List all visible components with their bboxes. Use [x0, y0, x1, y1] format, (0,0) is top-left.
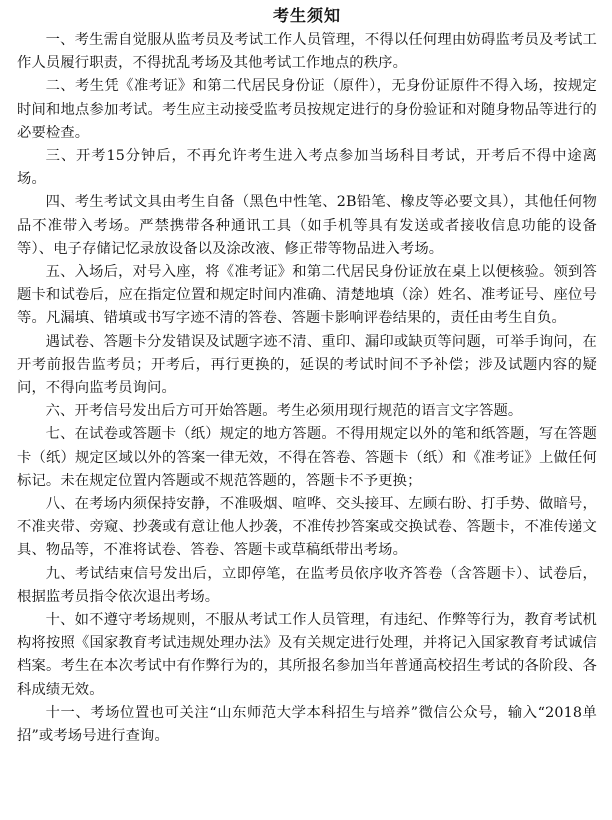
rule-4-paragraph: 四、考生考试文具由考生自备（黑色中性笔、2B铅笔、橡皮等必要文具），其他任何物品不准带入考场。严禁携带各种通讯工具（如手机等具有发送或者接收信息功能的设备等）、电子存储记忆录放设备以及涂改液、修正带等物品进入考场。 [17, 194, 597, 257]
rule-10-paragraph: 十、如不遵守考场规则，不服从考试工作人员管理，有违纪、作弊等行为，教育考试机构将按照《国家教育考试违规处理办法》及有关规定进行处理，并将记入国家教育考试诚信档案。考生在本次考试中有作弊行为的，其所报名参加当年普通高校招生考试的各阶段、各科成绩无效。 [17, 612, 597, 698]
rule-6-paragraph: 六、开考信号发出后方可开始答题。考生必须用现行规范的语言文字答题。 [45, 403, 523, 420]
rule-5-supplement-paragraph: 遇试卷、答题卡分发错误及试题字迹不清、重印、漏印或缺页等问题，可举手询问，在开考前报告监考员；开考后，再行更换的，延误的考试时间不予补偿；涉及试题内容的疑问，不得向监考员询问。 [17, 333, 597, 397]
page-title: 考生须知 [272, 6, 341, 25]
rule-3-paragraph: 三、开考15分钟后，不再允许考生进入考点参加当场科目考试，开考后不得中途离场。 [17, 148, 597, 188]
rule-9-paragraph: 九、考试结束信号发出后，立即停笔，在监考员依序收齐答卷（含答题卡）、试卷后，根据监考员指令依次退出考场。 [17, 565, 597, 605]
rule-5-paragraph: 五、入场后，对号入座，将《准考证》和第二代居民身份证放在桌上以便核验。领到答题卡和试卷后，应在指定位置和规定时间内准确、清楚地填（涂）姓名、准考证号、座位号等。凡漏填、错填或书写字迹不清的答卷、答题卡影响评卷结果的，责任由考生自负。 [17, 264, 597, 327]
rule-11-paragraph: 十一、考场位置也可关注“山东师范大学本科招生与培养”微信公众号，输入“2018单招”或考场号进行查询。 [17, 704, 597, 745]
rule-1-paragraph: 一、考生需自觉服从监考员及考试工作人员管理，不得以任何理由妨碍监考员及考试工作人员履行职责，不得扰乱考场及其他考试工作地点的秩序。 [17, 32, 597, 72]
rule-8-paragraph: 八、在考场内须保持安静，不准吸烟、喧哗、交头接耳、左顾右盼、打手势、做暗号，不准夹带、旁窥、抄袭或有意让他人抄袭，不准传抄答案或交换试卷、答题卡，不准传递文具、物品等，不准将试卷、答卷、答题卡或草稿纸带出考场。 [17, 496, 597, 559]
rule-7-paragraph: 七、在试卷或答题卡（纸）规定的地方答题。不得用规定以外的笔和纸答题，写在答题卡（纸）规定区域以外的答案一律无效，不得在答卷、答题卡（纸）和《准考证》上做任何标记。未在规定位置内答题或不规范答题的，答题卡不予更换； [17, 426, 597, 489]
notice-document [17, 6, 597, 748]
rule-2-paragraph: 二、考生凭《准考证》和第二代居民身份证（原件），无身份证原件不得入场，按规定时间和地点参加考试。考生应主动接受监考员按规定进行的身份验证和对随身物品等进行的必要检查。 [17, 78, 597, 141]
